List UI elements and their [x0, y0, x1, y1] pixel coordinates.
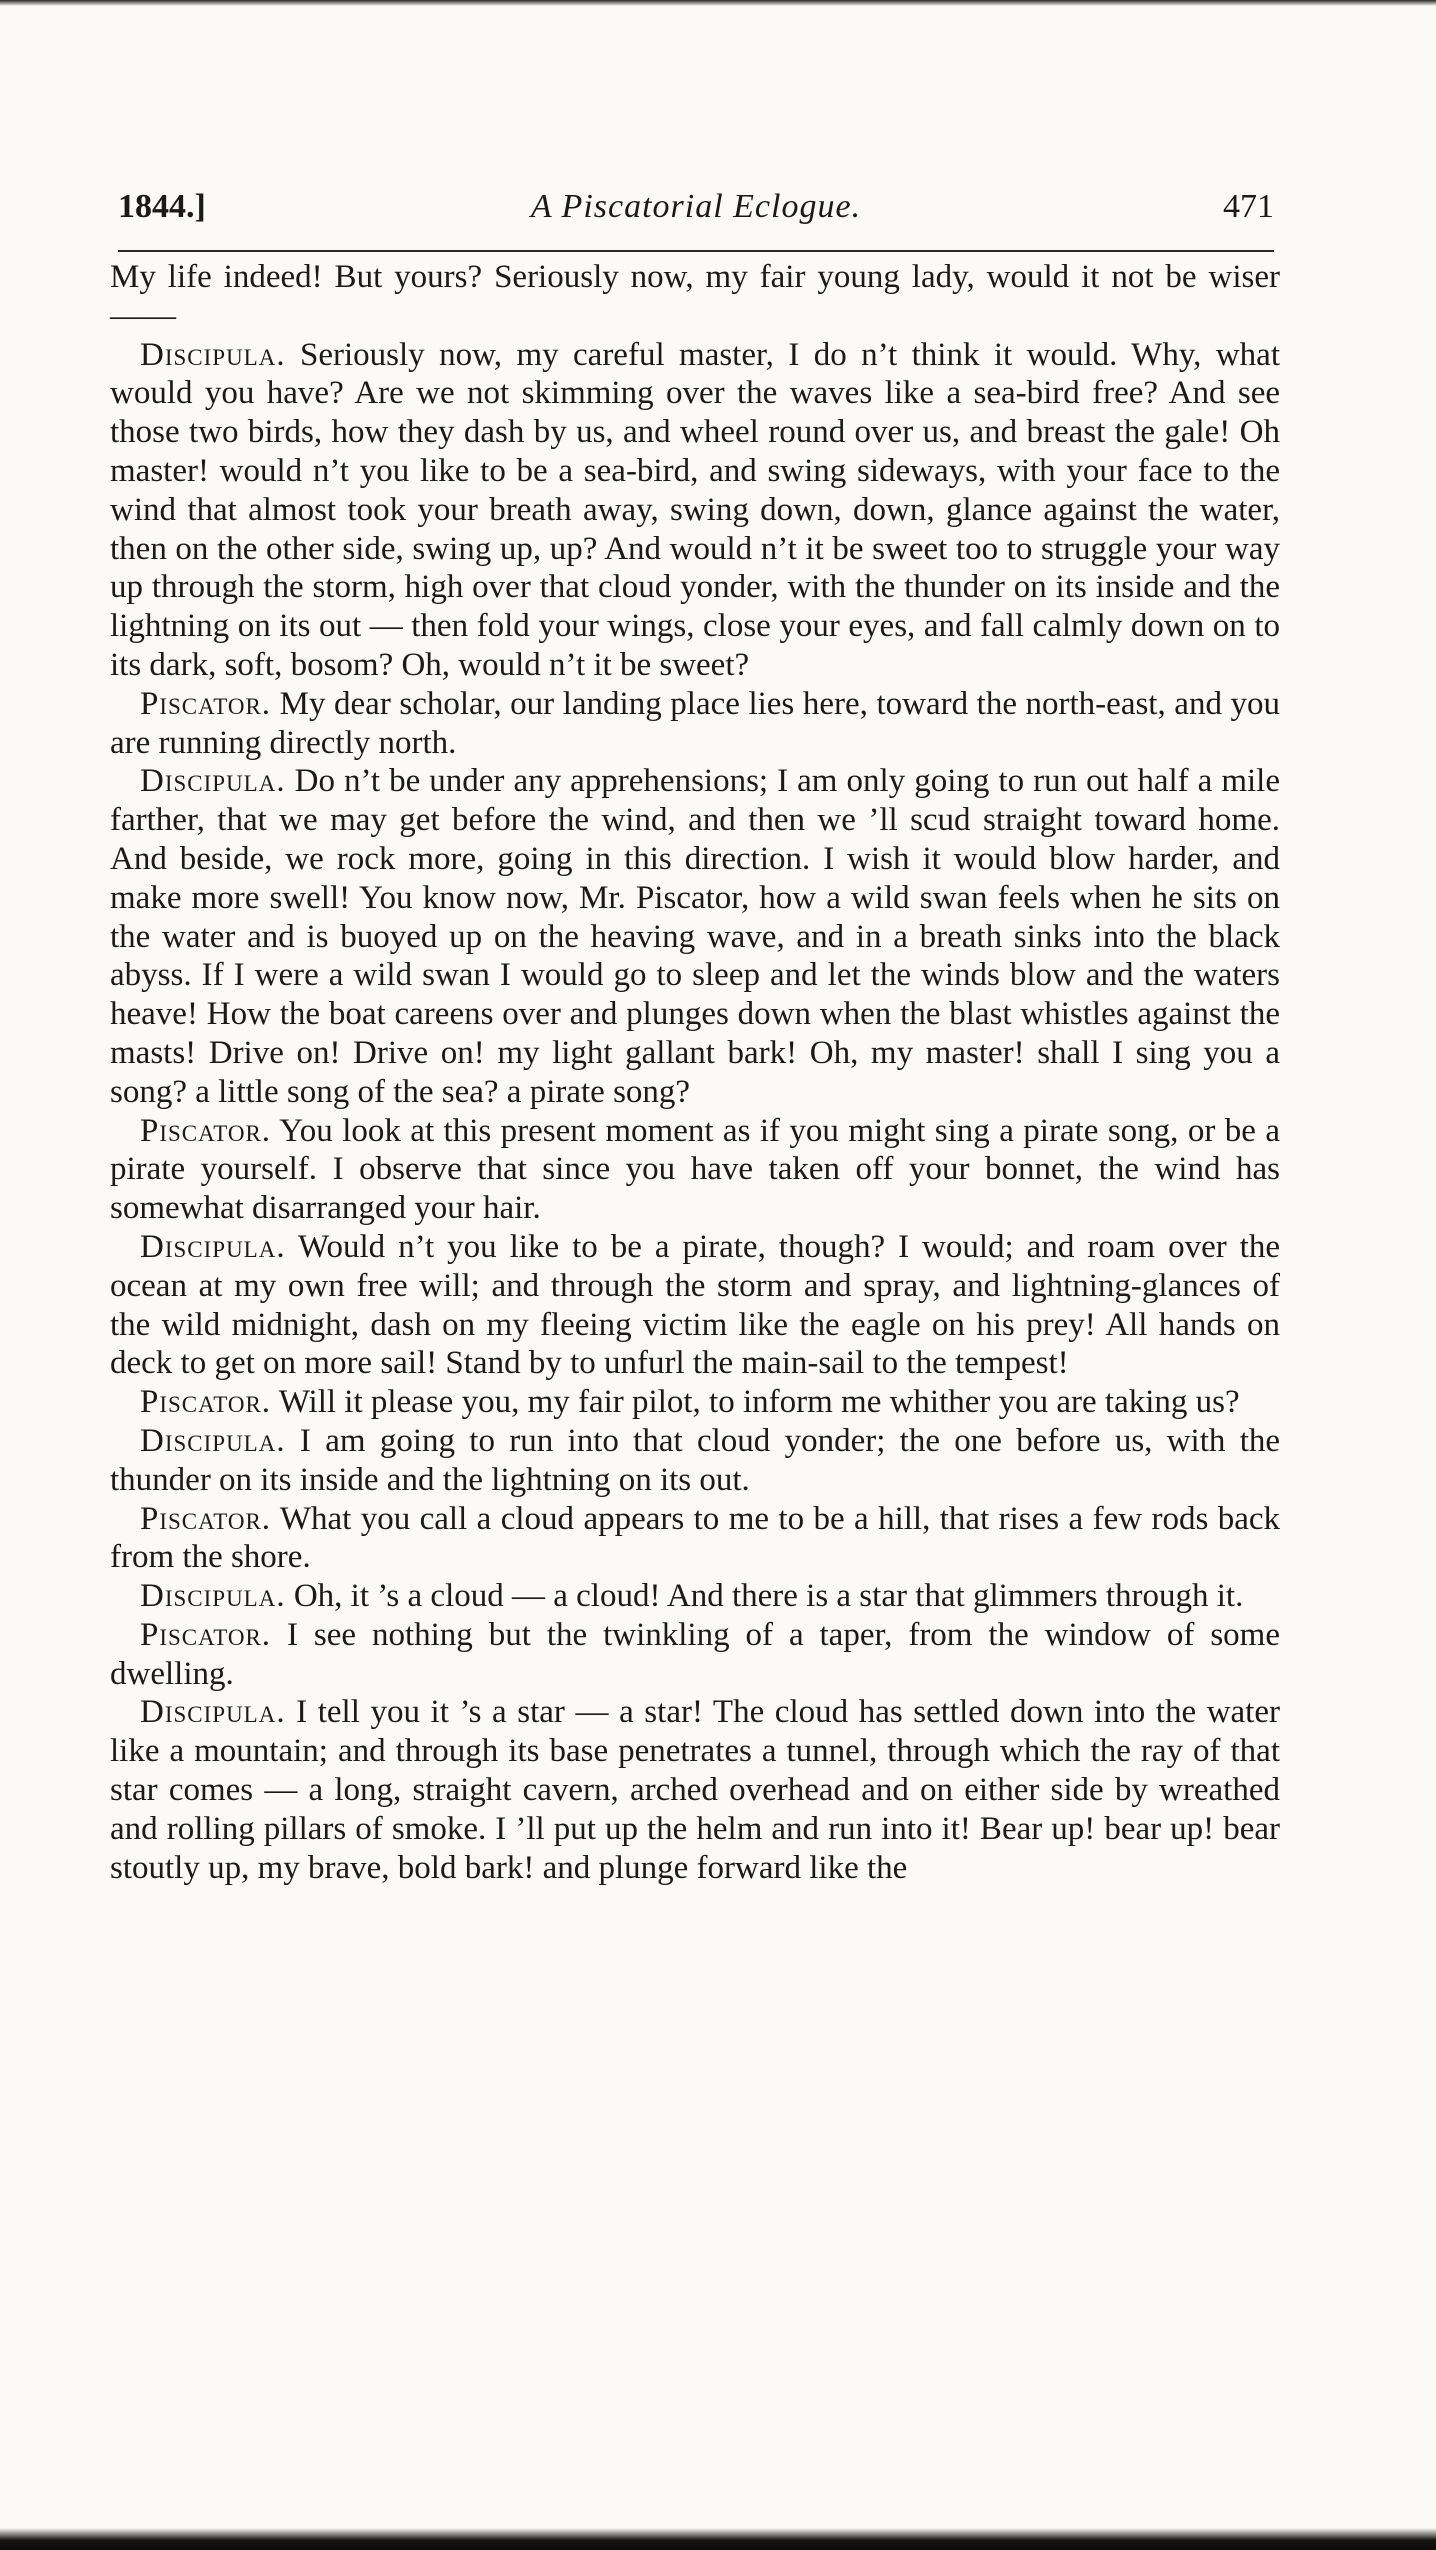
paragraph-text: I tell you it ’s a star — a star! The cloud has settled down into the water like a mountain; and through its base penetrates a tunnel, through which the ray of that star comes — a long, straight cavern, arched overhead and on either side by wreathed and rolling pillars of smoke. I ’ll put up the helm and run into it! Bear up! bear up! bear stoutly up, my brave, bold bark! and plunge forward like the: [110, 1694, 1280, 1886]
paragraph: [110, 1422, 1280, 1500]
paragraph: [110, 1577, 1280, 1616]
paragraph: [110, 1383, 1280, 1422]
paragraph-text: My dear scholar, our landing place lies here, toward the north-east, and you are running directly north.: [110, 685, 1281, 761]
speaker-name: Piscator.: [140, 1500, 272, 1537]
speaker-name: Discipula.: [140, 1694, 286, 1731]
body-text: [110, 258, 1280, 1887]
paragraph-text: Seriously now, my careful master, I do n’t think it would. Why, what would you have? Are we not skimming over the waves like a sea-bird free? And see those two birds, how they dash by us, and wheel round over us, and breast the gale! Oh master! would n’t you like to be a sea-bird, and swing sideways, with your face to the wind that almost took your breath away, swing down, down, glance against the water, then on the other side, swing up, up? And would n’t it be sweet too to struggle your way up through the storm, high over that cloud yonder, with the thunder on its inside and the lightning on its out — then fold your wings, close your eyes, and fall calmly down on to its dark, soft, bosom? Oh, would n’t it be sweet?: [110, 336, 1280, 683]
paragraph: [110, 1693, 1280, 1887]
speaker-name: Discipula.: [140, 1578, 286, 1615]
paragraph-text: Will it please you, my fair pilot, to inform me whither you are taking us?: [278, 1384, 1240, 1421]
header-rule: [118, 250, 1274, 252]
page-top-edge: [0, 0, 1436, 6]
page-bottom-edge: [0, 2528, 1436, 2550]
speaker-name: Discipula.: [140, 1422, 286, 1459]
paragraph: [110, 1500, 1280, 1578]
paragraph-text: I am going to run into that cloud yonder; the one before us, with the thunder on its inside and the lightning on its out.: [110, 1422, 1281, 1498]
paragraph: [110, 258, 1280, 336]
running-header: [118, 185, 1274, 229]
header-year: 1844.]: [118, 188, 206, 225]
speaker-name: Discipula.: [140, 1228, 286, 1265]
paragraph: [110, 762, 1280, 1111]
paragraph-text: I see nothing but the twinkling of a taper, from the window of some dwelling.: [110, 1616, 1280, 1692]
page-number: 471: [1223, 188, 1274, 225]
speaker-name: Piscator.: [140, 1616, 272, 1653]
speaker-name: Discipula.: [140, 763, 286, 800]
speaker-name: Discipula.: [140, 336, 286, 373]
paragraph: [110, 1616, 1280, 1694]
paragraph: [110, 1228, 1280, 1383]
speaker-name: Piscator.: [140, 685, 272, 722]
paragraph-text: Would n’t you like to be a pirate, though? I would; and roam over the ocean at my own free will; and through the storm and spray, and lightning-glances of the wild midnight, dash on my fleeing victim like the eagle on his prey! All hands on deck to get on more sail! Stand by to unfurl the main-sail to the tempest!: [110, 1228, 1280, 1382]
paragraph: [110, 336, 1280, 685]
running-title: A Piscatorial Eclogue.: [530, 188, 862, 225]
paragraph-text: My life indeed! But yours? Seriously now, my fair young lady, would it not be wiser ——: [110, 259, 1280, 334]
paragraph-text: You look at this present moment as if you might sing a pirate song, or be a pirate yourself. I observe that since you have taken off your bonnet, the wind has somewhat disarranged your hair.: [110, 1112, 1280, 1227]
paragraph-text: What you call a cloud appears to me to be a hill, that rises a few rods back from the shore.: [110, 1500, 1280, 1576]
paragraph-text: Do n’t be under any apprehensions; I am only going to run out half a mile farther, that we may get before the wind, and then we ’ll scud straight toward home. And beside, we rock more, going in this direction. I wish it would blow harder, and make more swell! You know now, Mr. Piscator, how a wild swan feels when he sits on the water and is buoyed up on the heaving wave, and in a breath sinks into the black abyss. If I were a wild swan I would go to sleep and let the winds blow and the waters heave! How the boat careens over and plunges down when the blast whistles against the masts! Drive on! Drive on! my light gallant bark! Oh, my master! shall I sing you a song? a little song of the sea? a pirate song?: [110, 763, 1280, 1110]
paragraph: [110, 685, 1280, 763]
paragraph: [110, 1112, 1280, 1228]
speaker-name: Piscator.: [140, 1384, 272, 1421]
paragraph-text: Oh, it ’s a cloud — a cloud! And there is a star that glimmers through it.: [293, 1578, 1244, 1615]
speaker-name: Piscator.: [140, 1112, 272, 1149]
